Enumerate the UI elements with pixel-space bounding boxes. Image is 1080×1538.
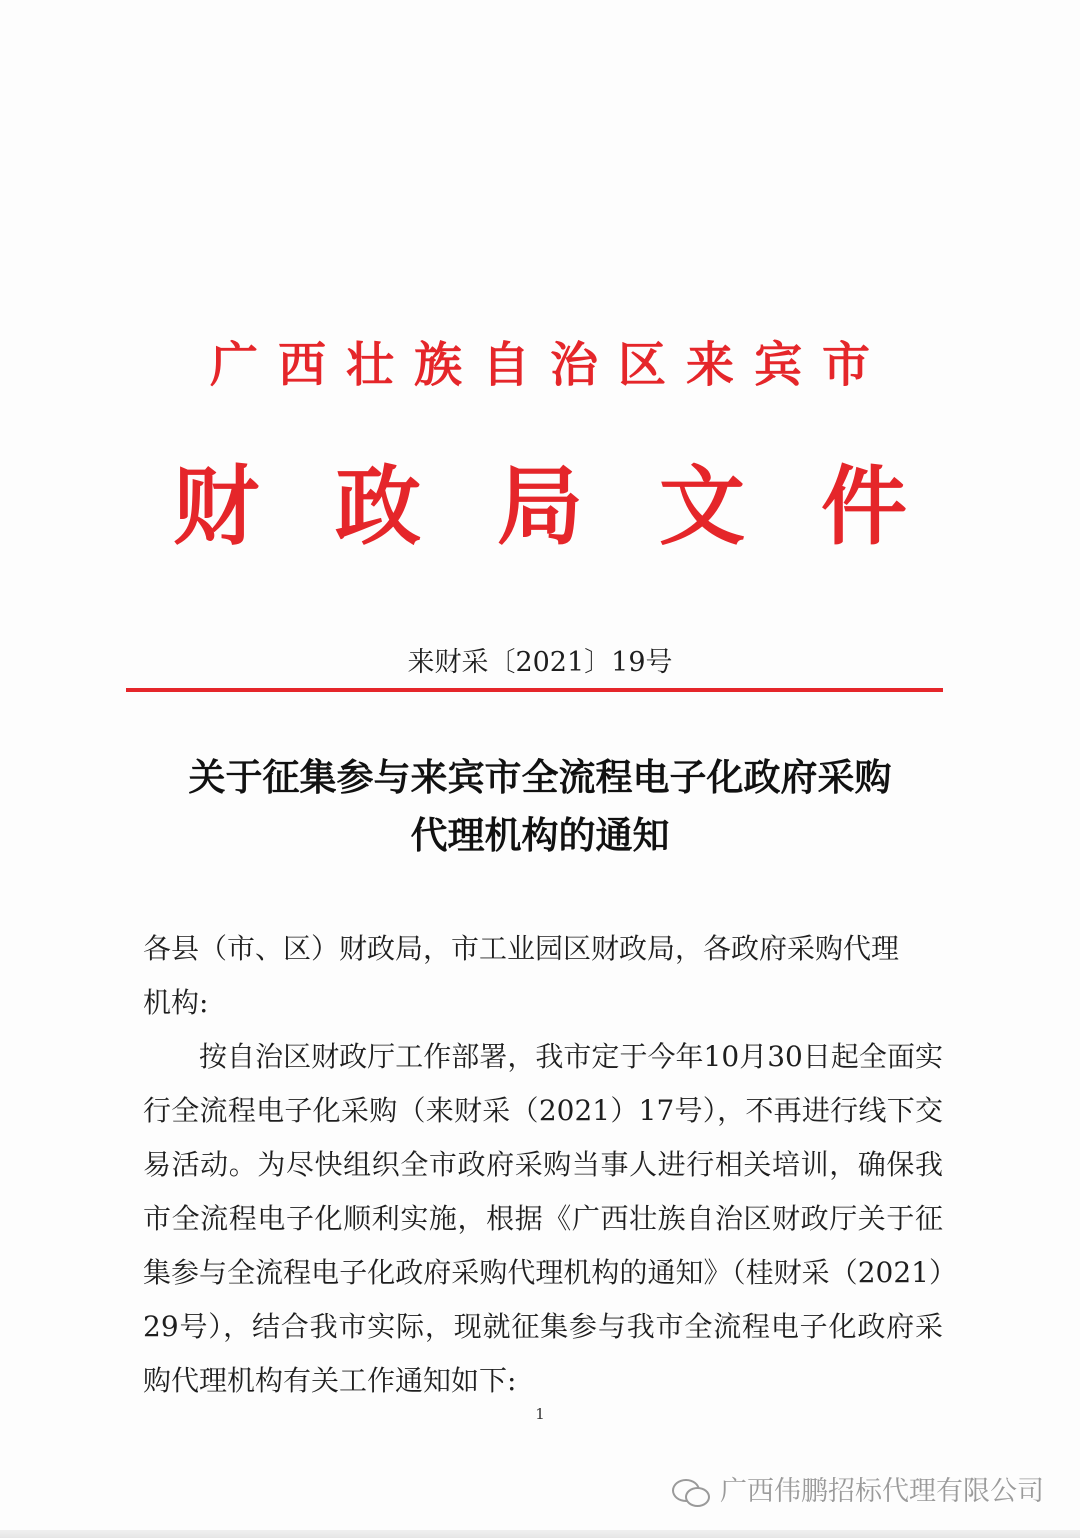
wechat-watermark	[672, 1474, 1044, 1510]
page-bottom-edge	[0, 1530, 1080, 1538]
red-divider	[126, 688, 943, 692]
body-paragraph: 按自治区财政厅工作部署，我市定于今年10月30日起全面实行全流程电子化采购（来财采（2021）17号），不再进行线下交易活动。为尽快组织全市政府采购当事人进行相关培训，确保我市全流程电子化顺利实施，根据《广西壮族自治区财政厅关于征集参与全流程电子化政府采购代理机构的通知》（桂财采（2021）29号），结合我市实际，现就征集参与我市全流程电子化政府采购代理机构有关工作通知如下:	[143, 1040, 943, 1397]
document-number: 来财采〔2021〕19号	[407, 647, 673, 678]
salutation-line1: 各县（市、区）财政局，市工业园区财政局，各政府采购代理	[143, 932, 900, 965]
notice-title-line2: 代理机构的通知	[410, 813, 670, 857]
document-type-header: 财政局文件	[173, 456, 983, 557]
notice-title	[100, 748, 980, 864]
salutation-line2: 机构:	[143, 986, 209, 1019]
notice-body	[143, 922, 943, 1408]
page-number: 1	[535, 1405, 545, 1423]
issuer-name: 广西壮族自治区来宾市	[209, 337, 890, 393]
watermark-text: 广西伟鹏招标代理有限公司	[720, 1476, 1044, 1507]
wechat-icon	[672, 1477, 712, 1507]
notice-title-line1: 关于征集参与来宾市全流程电子化政府采购	[188, 755, 892, 799]
